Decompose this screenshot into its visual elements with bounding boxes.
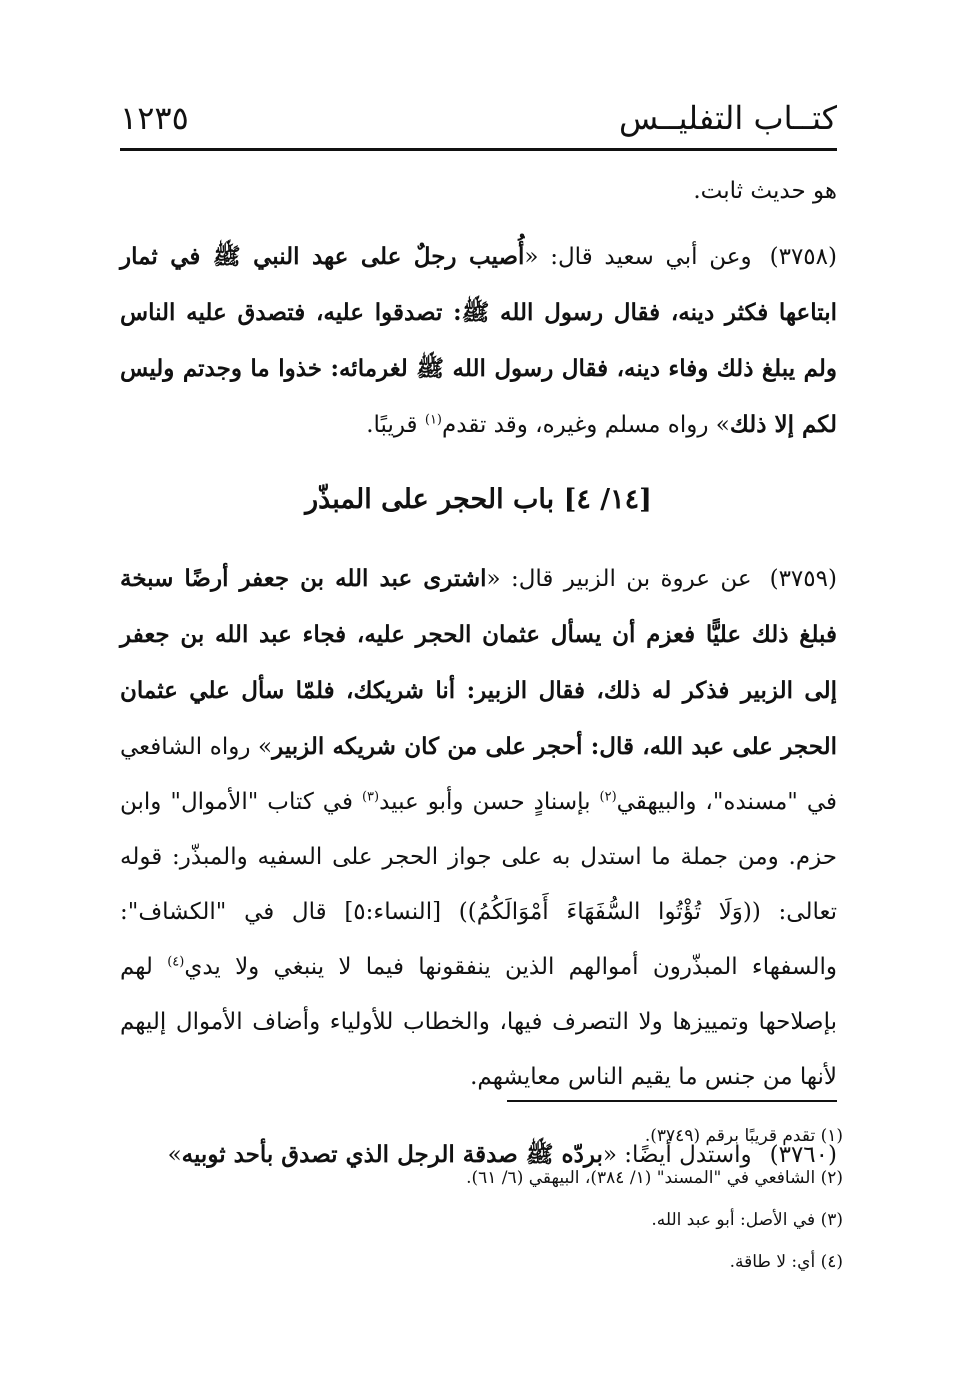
running-title: كتــاب التفليــس xyxy=(619,99,837,137)
hadith-tail: قريبًا. xyxy=(366,412,425,438)
footnote-4: (٤) أي: لا طاقة. xyxy=(729,1252,843,1272)
footnote-2: (٢) الشافعي في "المسند" (١/ ٣٨٤)، البيهقي (٦/ ٦١). xyxy=(466,1168,843,1188)
page-header xyxy=(120,96,837,151)
separator-line xyxy=(507,1100,837,1102)
footnote-ref-3: (٣) xyxy=(361,789,380,805)
hadith-quote: بردّه ﷺ صدقة الرجل الذي تصدق بأحد ثوبيه xyxy=(181,1141,603,1168)
paragraph-intro: هو حديث ثابت. xyxy=(693,178,837,204)
footnote-ref-1: (١) xyxy=(424,412,442,428)
hadith-tail: لهم بإصلاحها وتمييزها ولا التصرف فيها، والخطاب للأولياء وأضاف الأموال إليهم لأنها من جنس ما يقيم الناس معايشهم. xyxy=(120,954,837,1090)
hadith-number: (٣٧٦٠) xyxy=(769,1142,837,1168)
hadith-text: في كتاب "الأموال" وابن حزم. ومن جملة ما استدل به على جواز الحجر على السفيه والمبذّر: قوله تعالى: ((وَلَا تُؤْتُوا السُّفَهَاءَ أَمْوَالَكُمُ)) [النساء:٥] قال في "الكشاف": والسفهاء المبذّرون أموالهم الذين ينفقونها فيما لا ينبغي ولا يدي xyxy=(120,789,837,980)
hadith-quote: اشترى عبد الله بن جعفر أرضًا سبخة فبلغ ذلك عليًّا فعزم أن يسأل عثمان الحجر عليه، فجاء عبد الله بن جعفر إلى الزبير فذكر له ذلك، فقال الزبير: أنا شريكك، فلمّا سأل علي عثمان الحجر على عبد الله، قال: أحجر على من كان شريكه الزبير xyxy=(120,565,837,760)
section-title: [١٤/ ٤] باب الحجر على المبذّر xyxy=(305,484,652,515)
page-body xyxy=(120,164,837,1183)
hadith-number: (٣٧٥٨) xyxy=(769,244,837,270)
page-number: ١٢٣٥ xyxy=(120,99,189,137)
hadith-number: (٣٧٥٩) xyxy=(769,566,837,592)
hadith-intro: واستدل أيضًا: « xyxy=(602,1142,752,1168)
footnote-1: (١) تقدم قريبًا برقم (٣٧٤٩). xyxy=(644,1126,843,1146)
hadith-text: بإسنادٍ حسن وأبو عبيد xyxy=(379,789,600,815)
footnote-ref-4: (٤) xyxy=(167,954,185,970)
hadith-3759 xyxy=(120,551,837,1105)
footnotes xyxy=(283,1115,843,1283)
hadith-intro: وعن أبي سعيد قال: « xyxy=(524,244,752,270)
hadith-intro: عن عروة بن الزبير قال: « xyxy=(486,566,752,592)
hadith-3758 xyxy=(120,229,837,453)
hadith-source: » xyxy=(167,1142,182,1168)
hadith-quote: أُصيب رجلٌ على عهد النبي ﷺ في ثمار ابتاعها فكثر دينه، فقال رسول الله ﷺ: تصدقوا عليه، فتصدق عليه الناس ولم يبلغ ذلك وفاء دينه، فقال رسول الله ﷺ لغرمائه: خذوا ما وجدتم وليس لكم إلا ذلك xyxy=(120,243,837,438)
hadith-source: » رواه مسلم وغيره، وقد تقدم xyxy=(442,412,730,438)
footnote-ref-2: (٢) xyxy=(599,789,617,805)
hadith-source: » رواه الشافعي في "مسنده"، والبيهقي xyxy=(120,734,837,815)
footnote-3: (٣) في الأصل: أبو عبد الله. xyxy=(651,1210,843,1230)
